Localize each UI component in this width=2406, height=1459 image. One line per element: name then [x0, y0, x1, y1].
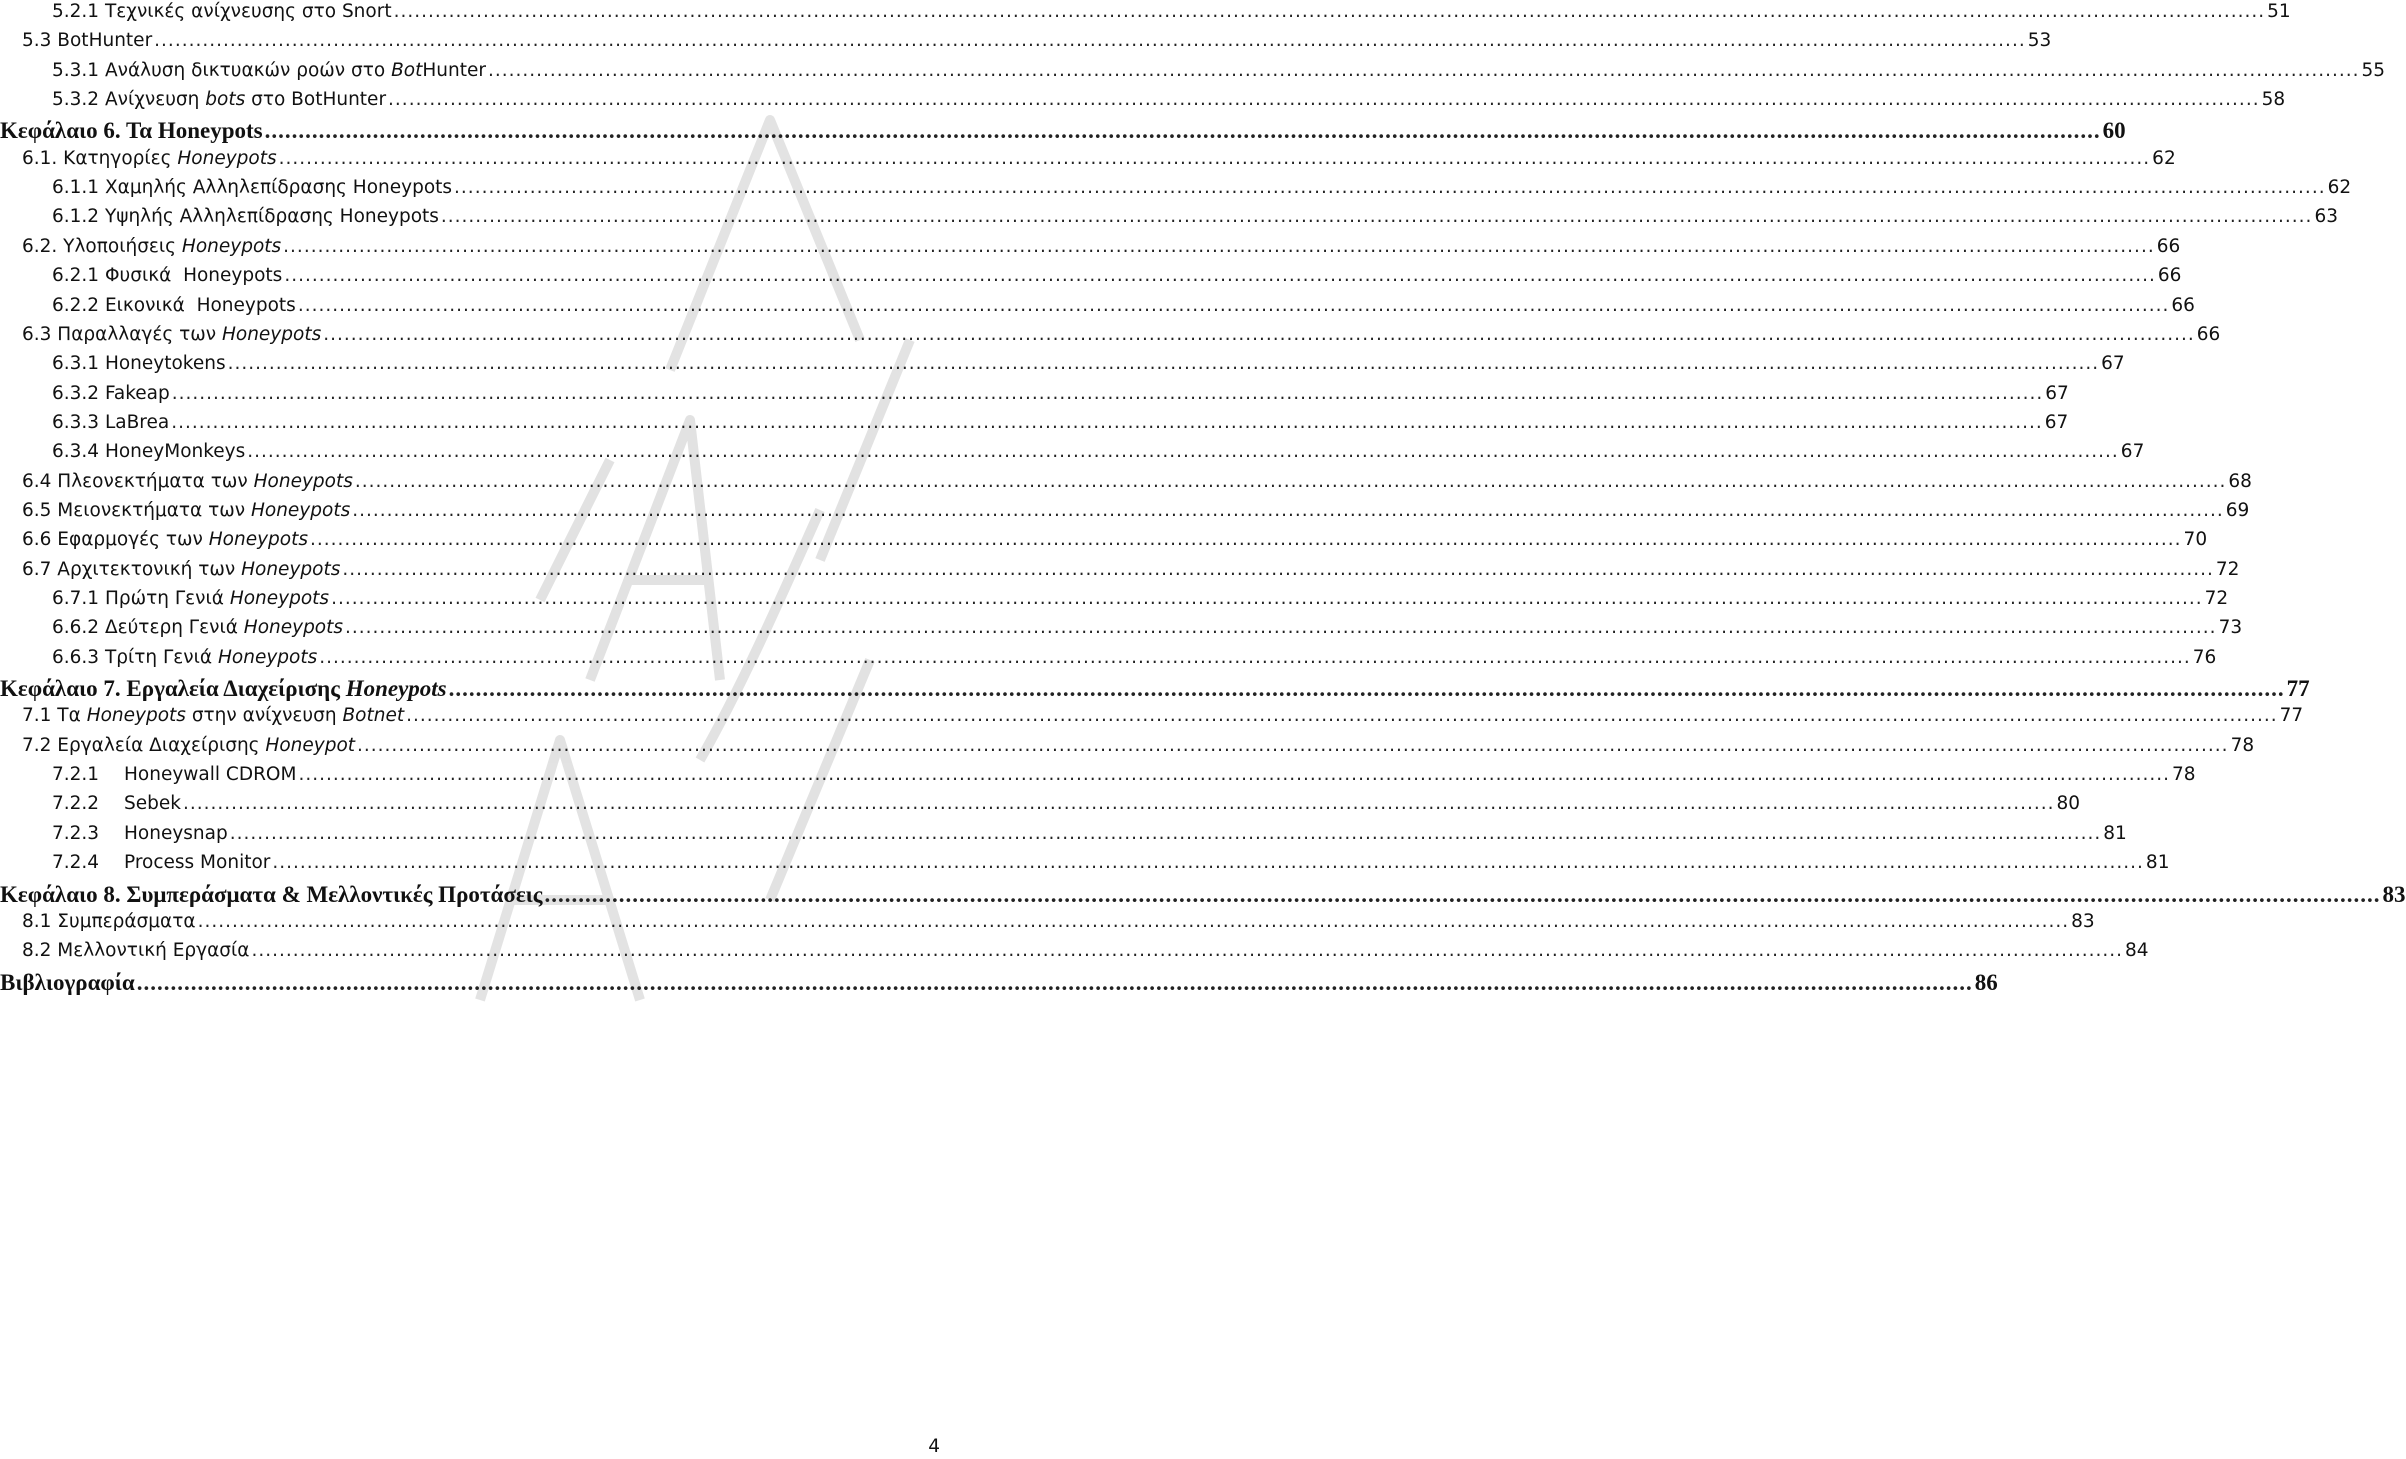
toc-page-number: 77	[2286, 676, 2310, 702]
toc-entry-title	[22, 500, 350, 521]
toc-page-number: 62	[2327, 177, 2352, 199]
toc-leader-dots	[331, 588, 2203, 609]
toc-section-entry[interactable]	[0, 793, 2081, 822]
toc-page-number: 81	[2145, 852, 2170, 874]
toc-entry-title	[52, 647, 317, 668]
toc-leader-dots	[388, 89, 2260, 110]
toc-title-segment: Honeypots	[345, 676, 447, 702]
page-number: 4	[928, 1436, 940, 1457]
toc-section-entry[interactable]	[0, 177, 2352, 206]
toc-entry-title	[52, 1, 392, 22]
toc-entry-title	[22, 735, 355, 756]
toc-page-number: 67	[2120, 441, 2145, 463]
toc-title-segment: 6.2.2 Εικονικά Honeypots	[52, 294, 296, 316]
toc-title-segment: 6.7.1 Πρώτη Γενιά	[52, 588, 230, 609]
toc-entry-title	[0, 676, 447, 702]
toc-title-segment: Honeysnap	[124, 822, 228, 844]
toc-title-segment: Bot	[391, 59, 423, 81]
toc-entry-title	[52, 412, 169, 433]
toc-entry-title	[22, 529, 308, 550]
toc-entry-title	[52, 441, 245, 462]
toc-leader-dots	[394, 1, 2266, 22]
toc-title-segment: Hunter	[422, 59, 486, 81]
toc-section-entry[interactable]	[0, 499, 2250, 529]
toc-section-entry[interactable]	[0, 617, 2243, 646]
toc-page-number: 80	[2056, 793, 2081, 815]
toc-title-segment: 6.1.1 Χαμηλής Αλληλεπίδρασης Honeypots	[52, 177, 453, 199]
toc-leader-dots	[251, 940, 2123, 961]
toc-page-number: 66	[2171, 294, 2195, 316]
toc-title-segment: Κεφάλαιο 6. Τα Honeypots	[0, 118, 263, 144]
toc-entry-title	[52, 383, 170, 404]
toc-title-segment: 6.3.1 Honeytokens	[52, 353, 226, 375]
toc-page-number: 83	[2071, 910, 2095, 932]
toc-page-number: 55	[2361, 59, 2386, 81]
toc-entry-title	[0, 118, 263, 144]
toc-title-segment: 6.3 Παραλλαγές των	[22, 323, 222, 345]
toc-section-entry[interactable]	[0, 382, 2069, 412]
toc-title-segment: Honeypots	[208, 529, 309, 551]
toc-page-number: 67	[2101, 353, 2125, 375]
toc-page-number: 84	[2125, 940, 2149, 962]
toc-chapter-entry[interactable]	[0, 881, 2406, 911]
toc-page-number: 70	[2183, 529, 2208, 551]
toc-section-entry[interactable]	[0, 265, 2182, 294]
toc-section-entry[interactable]	[0, 235, 2181, 265]
toc-leader-dots	[137, 970, 1973, 996]
toc-section-entry[interactable]	[0, 1, 2291, 30]
toc-page-number: 73	[2218, 617, 2243, 639]
toc-title-segment: 7.1 Τα	[22, 705, 87, 727]
toc-entry-title	[22, 559, 340, 580]
toc-section-entry[interactable]	[0, 529, 2208, 558]
toc-entry-title	[52, 265, 282, 286]
toc-leader-dots	[319, 647, 2191, 668]
toc-entry-title	[52, 764, 296, 785]
toc-entry-title	[22, 940, 249, 961]
toc-page-number: 67	[2045, 382, 2069, 404]
toc-entry-title	[22, 148, 277, 169]
toc-title-segment: bots	[205, 89, 246, 111]
toc-chapter-entry[interactable]	[0, 676, 2310, 705]
toc-title-segment: 8.1 Συμπεράσματα	[22, 910, 196, 932]
toc-page-number: 53	[2027, 30, 2052, 52]
toc-title-segment: 6.2. Υλοποιήσεις	[22, 235, 182, 257]
toc-title-segment: 5.3 BotHunter	[22, 30, 153, 52]
toc-title-segment: Honeypots	[243, 617, 344, 639]
toc-title-segment: 6.1.2 Υψηλής Αλληλεπίδρασης Honeypots	[52, 206, 439, 228]
toc-entry-title	[52, 793, 181, 814]
toc-leader-dots	[172, 383, 2044, 404]
toc-title-segment: Honeypots	[253, 470, 353, 492]
toc-leader-dots	[279, 148, 2151, 169]
toc-title-segment: 8.2 Μελλοντική Εργασία	[22, 940, 250, 962]
toc-entry-title	[22, 471, 353, 492]
toc-page-number: 58	[2261, 89, 2286, 111]
toc-entry-number: 7.2.2	[52, 793, 100, 815]
toc-title-segment: 6.2.1 Φυσικά Honeypots	[52, 265, 283, 287]
toc-title-segment: 5.2.1 Τεχνικές ανίχνευσης στο Snort	[52, 1, 392, 22]
toc-title-segment: 6.6.3 Τρίτη Γενιά	[52, 646, 218, 668]
toc-page-number: 86	[1974, 969, 1998, 995]
toc-entry-title	[22, 705, 404, 726]
toc-leader-dots	[355, 471, 2227, 492]
toc-page-number: 66	[2157, 265, 2182, 287]
toc-title-segment: Κεφάλαιο 7. Εργαλεία Διαχείρισης	[0, 676, 346, 702]
toc-title-segment: Honeypots	[86, 705, 186, 727]
toc-page-number: 77	[2279, 705, 2304, 727]
toc-leader-dots	[342, 559, 2214, 580]
toc-page-number: 72	[2215, 558, 2240, 580]
toc-entry-title	[0, 970, 135, 996]
toc-entry-title	[22, 911, 196, 932]
toc-title-segment: 6.5 Μειονεκτήματα των	[22, 499, 251, 521]
toc-leader-dots	[272, 852, 2144, 873]
toc-section-entry[interactable]	[0, 294, 2195, 324]
toc-title-segment: Κεφάλαιο 8. Συμπεράσματα & Μελλοντικές Προτάσεις	[0, 881, 543, 907]
toc-title-segment: Process Monitor	[124, 852, 271, 874]
toc-section-entry[interactable]	[0, 852, 2170, 881]
toc-leader-dots	[406, 705, 2278, 726]
toc-leader-dots	[298, 764, 2170, 785]
toc-entry-title	[22, 324, 321, 345]
toc-entry-title	[52, 89, 386, 110]
toc-title-segment: 6.3.4 HoneyMonkeys	[52, 441, 246, 463]
toc-section-entry[interactable]	[0, 206, 2338, 235]
toc-leader-dots	[545, 882, 2381, 908]
toc-leader-dots	[247, 441, 2119, 462]
toc-title-segment: στην ανίχνευση	[185, 705, 343, 727]
toc-title-segment: στο BotHunter	[245, 89, 387, 111]
toc-title-segment: 5.3.2 Ανίχνευση	[52, 89, 206, 111]
toc-title-segment: Honeypots	[221, 323, 322, 345]
toc-title-segment: Honeypots	[229, 588, 330, 609]
toc-section-entry[interactable]	[0, 558, 2240, 588]
toc-section-entry[interactable]	[0, 89, 2286, 118]
toc-leader-dots	[198, 911, 2070, 932]
toc-section-entry[interactable]	[0, 147, 2176, 177]
toc-title-segment: 6.6.2 Δεύτερη Γενιά	[52, 617, 244, 639]
toc-entry-number: 7.2.4	[52, 852, 100, 874]
toc-entry-title	[22, 236, 281, 257]
toc-title-segment: Sebek	[124, 793, 181, 815]
toc-section-entry[interactable]	[0, 940, 2149, 969]
toc-page-number: 81	[2103, 822, 2127, 844]
toc-title-segment: 6.4 Πλεονεκτήματα των	[22, 470, 254, 492]
toc-title-segment: 7.2 Εργαλεία Διαχείρισης	[22, 734, 266, 756]
toc-leader-dots	[284, 265, 2156, 286]
toc-section-entry[interactable]	[0, 646, 2217, 676]
toc-page-number: 62	[2152, 147, 2176, 169]
toc-title-segment: Honeypots	[177, 147, 277, 169]
toc-entry-title	[52, 852, 270, 873]
toc-entry-title	[52, 588, 329, 609]
toc-title-segment: Honeypots	[217, 646, 318, 668]
toc-leader-dots	[154, 30, 2026, 51]
toc-title-segment: 5.3.1 Ανάλυση δικτυακών ροών στο	[52, 59, 392, 81]
toc-leader-dots	[265, 118, 2101, 144]
toc-title-segment: 6.7 Αρχιτεκτονική των	[22, 558, 242, 580]
toc-leader-dots	[488, 60, 2360, 81]
toc-section-entry[interactable]	[0, 323, 2221, 353]
toc-leader-dots	[283, 236, 2155, 257]
toc-entry-title	[52, 823, 228, 844]
toc-entry-title	[52, 60, 486, 81]
toc-leader-dots	[171, 412, 2043, 433]
toc-title-segment: Honeypots	[250, 499, 351, 521]
toc-leader-dots	[323, 324, 2195, 345]
toc-section-entry[interactable]	[0, 411, 2069, 441]
toc-entry-title	[52, 353, 226, 374]
toc-entry-number: 7.2.1	[52, 764, 100, 786]
toc-title-segment: Βιβλιογραφία	[0, 969, 135, 995]
toc-page-number: 78	[2230, 734, 2255, 756]
toc-leader-dots	[298, 295, 2170, 316]
toc-entry-title	[52, 295, 296, 316]
toc-section-entry[interactable]	[0, 764, 2196, 793]
toc-title-segment: Honeypots	[241, 558, 341, 580]
toc-section-entry[interactable]	[0, 353, 2125, 382]
toc-title-segment: 6.1. Κατηγορίες	[22, 147, 178, 169]
toc-chapter-entry[interactable]	[0, 969, 1998, 999]
toc-page-number: 66	[2156, 235, 2181, 257]
toc-page-number: 66	[2196, 323, 2221, 345]
toc-title-segment: 6.3.3 LaBrea	[52, 411, 170, 433]
toc-page-number: 51	[2267, 1, 2291, 22]
toc-leader-dots	[230, 823, 2102, 844]
toc-entry-title	[52, 177, 452, 198]
toc-page-number: 72	[2204, 588, 2229, 609]
toc-entry-title	[52, 617, 343, 638]
toc-page-number: 63	[2314, 206, 2338, 228]
toc-leader-dots	[183, 793, 2055, 814]
toc-leader-dots	[310, 529, 2182, 550]
toc-title-segment: 6.3.2 Fakeap	[52, 382, 170, 404]
toc-title-segment: Honeywall CDROM	[124, 764, 297, 786]
toc-page-number: 69	[2225, 499, 2250, 521]
toc-section-entry[interactable]	[0, 734, 2255, 764]
toc-section-entry[interactable]	[0, 59, 2386, 89]
toc-entry-number: 7.2.3	[52, 822, 100, 844]
toc-page-number: 60	[2102, 118, 2126, 144]
toc-section-entry[interactable]	[0, 822, 2127, 852]
toc-page-number: 68	[2228, 470, 2252, 492]
toc-page-number: 83	[2382, 881, 2406, 907]
toc-section-entry[interactable]	[0, 910, 2095, 940]
toc-section-entry[interactable]	[0, 705, 2304, 734]
toc-title-segment: Honeypots	[181, 235, 282, 257]
toc-leader-dots	[228, 353, 2100, 374]
toc-page-number: 78	[2171, 764, 2196, 786]
toc-section-entry[interactable]	[0, 470, 2252, 500]
toc-entry-title	[22, 30, 152, 51]
toc-leader-dots	[345, 617, 2217, 638]
toc-section-entry[interactable]	[0, 441, 2145, 470]
toc-leader-dots	[357, 735, 2229, 756]
toc-chapter-entry[interactable]	[0, 118, 2126, 147]
toc-leader-dots	[454, 177, 2326, 198]
toc-section-entry[interactable]	[0, 588, 2229, 617]
toc-title-segment: Honeypot	[265, 734, 356, 756]
toc-title-segment: Botnet	[342, 705, 405, 727]
toc-section-entry[interactable]	[0, 30, 2052, 59]
toc-leader-dots	[449, 676, 2285, 702]
toc-entry-title	[52, 206, 439, 227]
toc-leader-dots	[441, 206, 2313, 227]
toc-page-number: 67	[2044, 411, 2069, 433]
toc-leader-dots	[352, 500, 2224, 521]
toc-title-segment: 6.6 Εφαρμογές των	[22, 529, 209, 551]
toc-entry-title	[0, 882, 543, 908]
toc-page-number: 76	[2192, 646, 2217, 668]
